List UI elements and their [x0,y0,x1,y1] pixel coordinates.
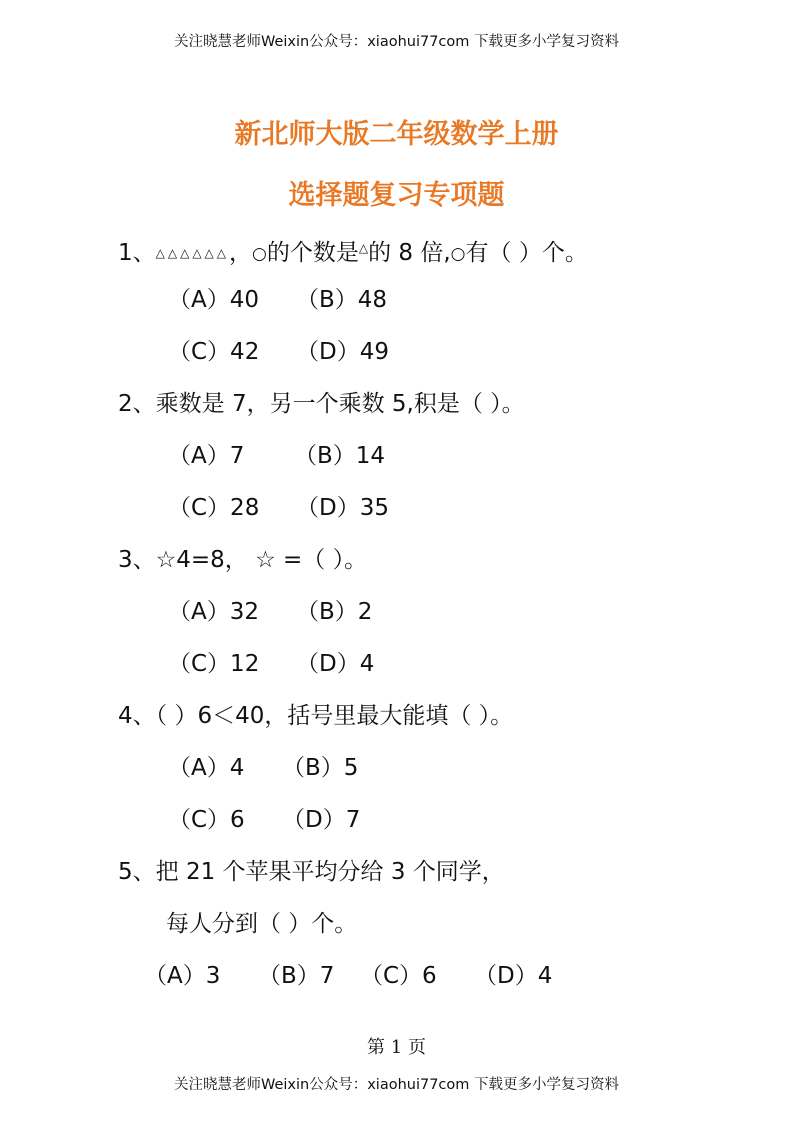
option-d: （D）4 [296,651,375,677]
circle-icon: ○ [450,244,466,264]
option-b: （B）7 [258,963,335,989]
option-c: （C）28 [168,495,260,521]
option-c: （C）6 [168,807,245,833]
option-d: （D）49 [296,339,389,365]
option-c: （C）6 [360,963,437,989]
document-subtitle: 选择题复习专项题 [288,180,505,211]
question-1: 1、△△△△△△，○的个数是△的 8 倍,○有（ ）个。 [118,240,588,266]
option-d: （D）35 [296,495,389,521]
header-banner: 关注晓慧老师Weixin公众号：xiaohui77com 下载更多小学复习资料 [173,34,620,50]
question-text: 把 21 个苹果平均分给 3 个同学， [155,859,505,885]
question-number: 2、 [118,391,156,417]
triangle-row-icon: △△△△△△ [155,246,230,260]
option-a: （A）4 [168,755,245,781]
triangle-icon: △ [358,241,369,255]
question-5 [118,857,505,887]
option-b: （B）5 [282,755,359,781]
option-b: （B）48 [296,287,388,313]
option-c: （C）42 [168,339,260,365]
option-a: （A）7 [168,443,245,469]
option-d: （D）4 [474,963,553,989]
document-title: 新北师大版二年级数学上册 [234,119,559,150]
question-text: （ ）6＜40，括号里最大能填（ ）。 [155,703,514,729]
question-3 [118,545,367,575]
question-number: 1、 [118,240,156,266]
circle-icon: ○ [252,244,267,264]
question-5-continuation: 每人分到（ ）个。 [166,911,358,937]
question-2 [118,389,525,419]
option-b: （B）2 [296,599,373,625]
option-a: （A）3 [144,963,221,989]
option-b: （B）14 [294,443,386,469]
question-text: ☆4=8， ☆ =（ ）。 [155,547,368,573]
question-number: 3、 [118,547,156,573]
question-4 [118,701,513,731]
question-number: 5、 [118,859,156,885]
option-d: （D）7 [282,807,361,833]
question-number: 4、 [118,703,156,729]
option-c: （C）12 [168,651,260,677]
footer-banner: 关注晓慧老师Weixin公众号：xiaohui77com 下载更多小学复习资料 [173,1077,620,1093]
page-number: 第 1 页 [367,1037,426,1058]
option-a: （A）40 [168,287,260,313]
option-a: （A）32 [168,599,260,625]
question-text: 乘数是 7，另一个乘数 5,积是（ ）。 [155,391,525,417]
